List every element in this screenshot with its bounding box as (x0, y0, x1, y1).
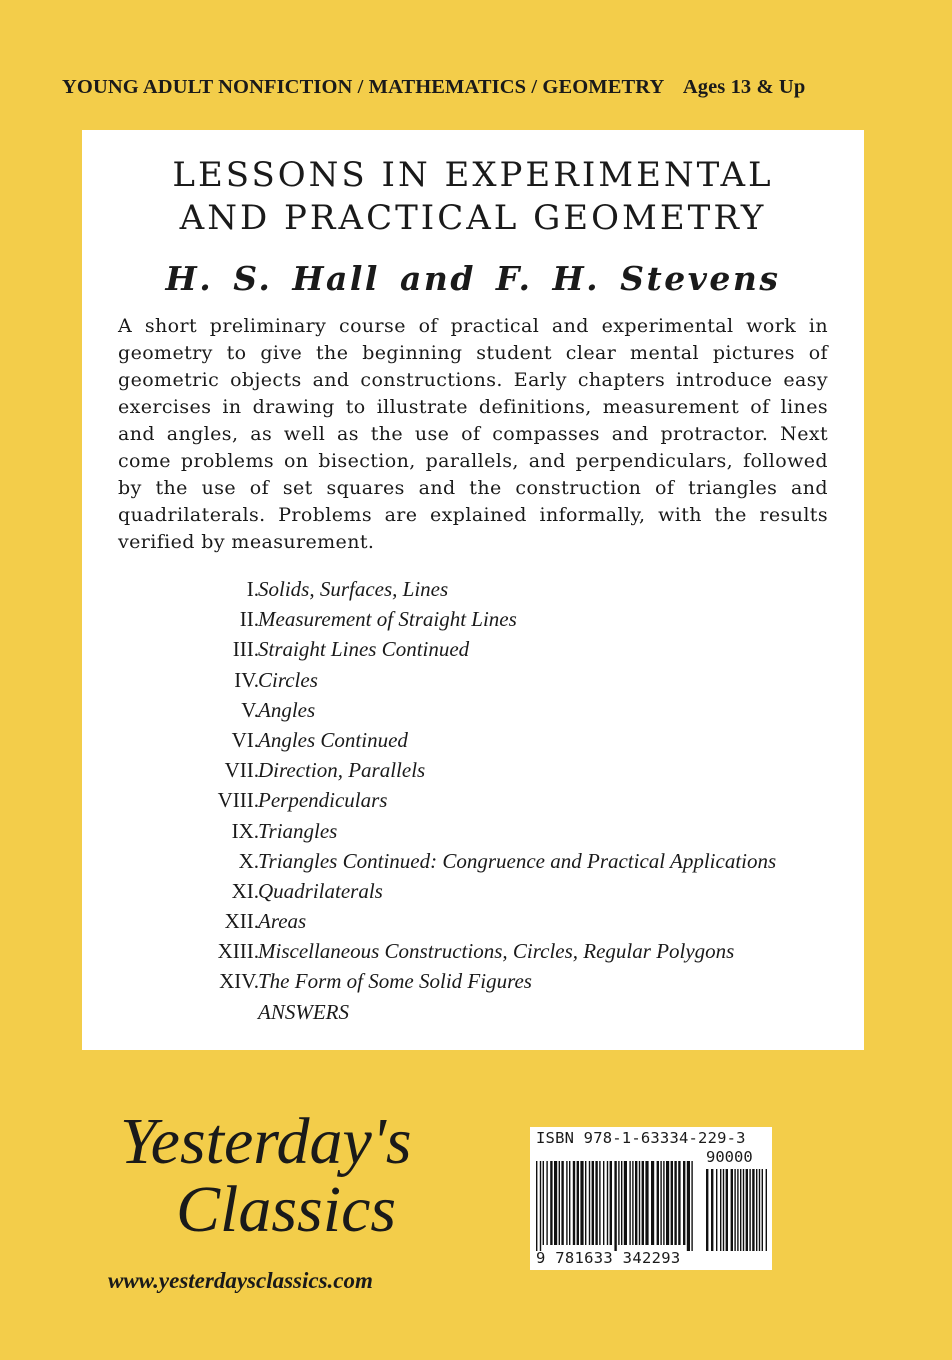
toc-title: Triangles Continued: Congruence and Practical Applications (258, 848, 777, 873)
publisher-website[interactable]: www.yesterdaysclassics.com (108, 1268, 373, 1293)
barcode-digits: 9 781633 342293 (536, 1249, 681, 1267)
toc-title: Direction, Parallels (258, 758, 426, 783)
toc-number: IV. (234, 667, 259, 692)
toc-number: XIV. (219, 969, 259, 994)
toc-item (82, 816, 864, 846)
toc-number: VI. (231, 727, 259, 752)
toc-title: Areas (258, 909, 307, 934)
toc-item (82, 755, 864, 785)
title-line-1: LESSONS IN EXPERIMENTAL (172, 155, 774, 195)
toc-title: Straight Lines Continued (258, 637, 470, 662)
toc-number: III. (232, 637, 259, 662)
category-line (62, 76, 902, 99)
toc-number: XII. (224, 909, 259, 934)
toc-item (82, 634, 864, 664)
age-range: Ages 13 & Up (682, 76, 806, 98)
toc-number: VII. (224, 758, 259, 783)
toc-title: Quadrilaterals (258, 878, 383, 903)
toc-title: ANSWERS (258, 999, 349, 1024)
toc-item (82, 695, 864, 725)
publisher-logo (120, 1105, 420, 1275)
toc-item (82, 725, 864, 755)
toc-item (82, 966, 864, 996)
toc-title: Solids, Surfaces, Lines (258, 577, 449, 601)
toc-title: Circles (258, 667, 318, 692)
toc-title: Perpendiculars (258, 788, 388, 813)
logo-line-2: Classics (176, 1173, 397, 1246)
book-description: A short preliminary course of practical and experimental work in geometry to give the beginning student clear mental pictures of geometric objects and constructions. Early chapters introduce easy exercises in drawing to illustrate definitions, measurement of lines and angles, as well as the use of compasses and protractor. Next come problems on bisection, parallels, and perpendiculars, followed by the use of set squares and the construction of triangles and quadrilaterals. Problems are explained informally, with the results verified by measurement. (118, 315, 828, 553)
toc-item (82, 906, 864, 936)
toc-title: The Form of Some Solid Figures (258, 969, 532, 994)
toc-title: Miscellaneous Constructions, Circles, Regular Polygons (258, 939, 735, 964)
toc-number: X. (238, 848, 259, 873)
toc-number: XIII. (217, 939, 259, 964)
toc-title: Angles (258, 697, 316, 722)
description-panel (82, 130, 864, 1050)
toc-title: Angles Continued (258, 727, 408, 752)
toc-title: Measurement of Straight Lines (258, 607, 517, 632)
toc-number: II. (239, 607, 259, 632)
book-title (82, 154, 864, 240)
category-subjects: YOUNG ADULT NONFICTION / MATHEMATICS / GEOMETRY (62, 76, 664, 98)
toc-number: V. (241, 697, 259, 722)
toc-item (82, 604, 864, 634)
toc-title: Triangles (258, 818, 338, 843)
table-of-contents (82, 574, 864, 1027)
logo-line-1: Yesterday's (120, 1105, 412, 1178)
toc-item (82, 876, 864, 906)
toc-number: IX. (231, 818, 259, 843)
toc-number: XI. (231, 878, 259, 903)
isbn: ISBN 978-1-63334-229-3 (536, 1129, 746, 1147)
toc-item (82, 936, 864, 966)
toc-item (82, 846, 864, 876)
barcode-box (530, 1127, 772, 1270)
toc-number: VIII. (217, 788, 259, 813)
title-line-2: AND PRACTICAL GEOMETRY (179, 198, 767, 238)
toc-item (82, 785, 864, 815)
toc-number: I. (246, 577, 259, 601)
toc-item (82, 574, 864, 604)
toc-item (82, 665, 864, 695)
toc-item (82, 997, 864, 1027)
authors: H. S. Hall and F. H. Stevens (165, 259, 781, 298)
price-code: 90000 (706, 1148, 753, 1166)
